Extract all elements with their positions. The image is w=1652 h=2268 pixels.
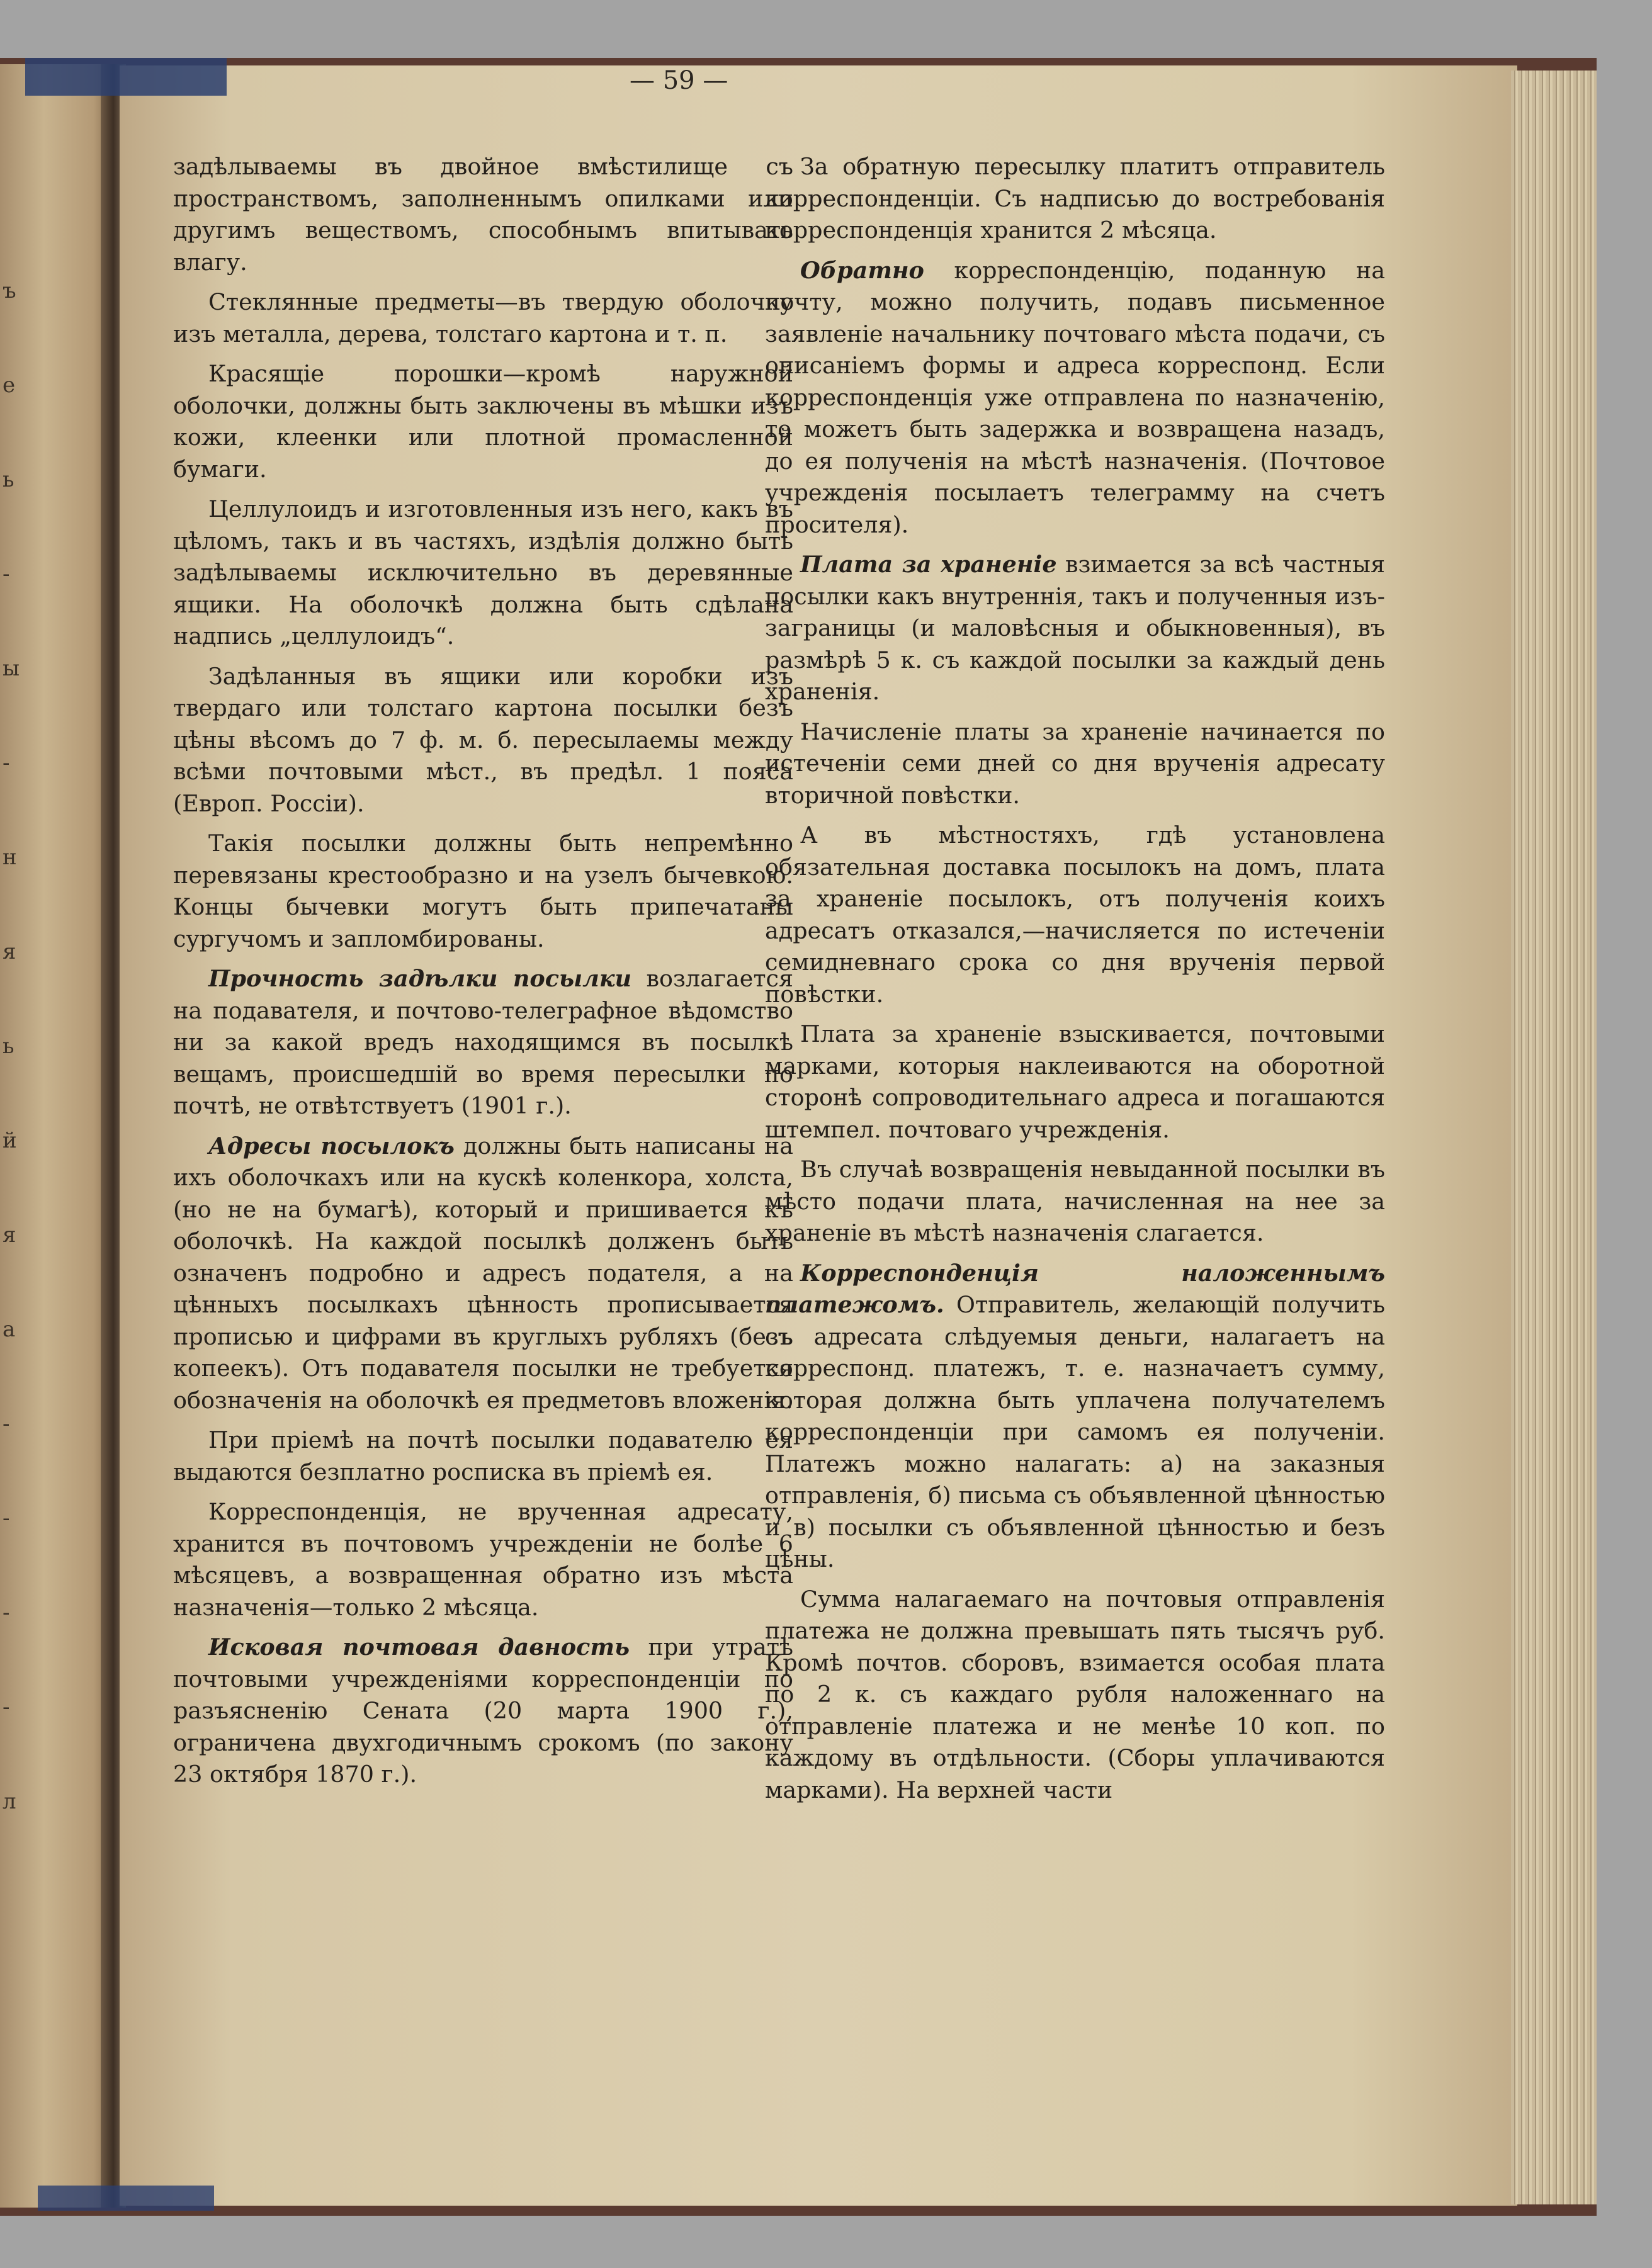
- left-page-edge: [0, 64, 110, 2208]
- paragraph: [765, 549, 1385, 708]
- paragraph: [173, 1131, 793, 1417]
- paragraph-text: возлагается на подавателя, и почтово-телеграфное вѣдомство ни за какой вредъ находящимся въ посылкѣ вещамъ, происшедшій во время пересылки по почтѣ, не отвѣтствуетъ (1901 г.).: [173, 965, 793, 1119]
- paragraph: [765, 820, 1385, 1010]
- left-page-fragment: я: [3, 1222, 16, 1248]
- paragraph: [173, 1632, 793, 1791]
- left-page-fragment: -: [3, 561, 10, 587]
- paragraph-text: Начисленіе платы за храненіе начинается по истеченіи семи дней со дня врученія адресату вторичной повѣстки.: [765, 718, 1385, 809]
- paragraph: [173, 151, 793, 278]
- binding-ribbon-bottom: [38, 2186, 214, 2211]
- paragraph-text: Отправитель, желающій получить съ адресата слѣдуемыя деньги, налагаетъ на корреспонд. платежъ, т. е. назначаетъ сумму, которая должна быть уплачена получателемъ корреспонденціи при самомъ ея полученіи. Платежъ можно налагать: а) на заказныя отправленія, б) письма съ объявленной цѣнностью и в) посылки съ объявленной цѣнностью и безъ цѣны.: [765, 1291, 1385, 1572]
- paragraph-text: взимается за всѣ частныя посылки какъ внутреннія, такъ и полученныя изъ-заграницы (и маловѣсныя и обыкновенныя), въ размѣрѣ 5 к. съ каждой посылки за каждый день храненія.: [765, 551, 1385, 705]
- paragraph-heading: Исковая почтовая давность: [208, 1633, 630, 1661]
- paragraph-text: Плата за храненіе взыскивается, почтовыми марками, которыя наклеиваются на оборотной сторонѣ сопроводительнаго адреса и погашаются штемпел. почтоваго учрежденія.: [765, 1020, 1385, 1143]
- paragraph-heading: Плата за храненіе: [800, 551, 1057, 578]
- paragraph-text: должны быть написаны на ихъ оболочкахъ или на кускѣ коленкора, холста, (но не на бумагѣ), который и пришивается къ оболочкѣ. На каждой посылкѣ долженъ быть означенъ подробно и адресъ подателя, а на цѣнныхъ посылкахъ цѣнность прописывается прописью и цифрами въ круглыхъ рубляхъ (безъ копеекъ). Отъ подавателя посылки не требуется обозначенія на оболочкѣ ея предметовъ вложенія.: [173, 1132, 793, 1414]
- left-page-fragment: а: [3, 1317, 16, 1342]
- paragraph: [173, 828, 793, 955]
- paragraph-text: задѣлываемы въ двойное вмѣстилище съ пространствомъ, заполненнымъ опилками или другимъ веществомъ, способнымъ впитывать влагу.: [173, 153, 793, 276]
- paragraph-text: Корреспонденція, не врученная адресату, хранится въ почтовомъ учрежденіи не болѣе 6 мѣсяцевъ, а возвращенная обратно изъ мѣста назначенія—только 2 мѣсяца.: [173, 1498, 793, 1621]
- paragraph-text: Целлулоидъ и изготовленныя изъ него, какъ въ цѣломъ, такъ и въ частяхъ, издѣлія должно быть задѣлываемы исключительно въ деревянные ящики. На оболочкѣ должна быть сдѣлана надпись „целлулоидъ“.: [173, 495, 793, 650]
- paragraph-text: Стеклянные предметы—въ твердую оболочку изъ металла, дерева, толстаго картона и т. п.: [173, 288, 793, 347]
- paragraph: [173, 494, 793, 653]
- paragraph-heading: Адресы посылокъ: [208, 1132, 455, 1159]
- left-page-fragment: й: [3, 1128, 17, 1153]
- left-page-fragment: я: [3, 939, 16, 964]
- left-page-fragment: ь: [3, 1034, 14, 1059]
- left-page-fragment: -: [3, 1695, 10, 1720]
- page-edges: [1511, 71, 1597, 2204]
- left-page-fragment: -: [3, 1506, 10, 1531]
- paragraph: [765, 1258, 1385, 1576]
- paragraph: [173, 1425, 793, 1488]
- paragraph-text: За обратную пересылку платитъ отправитель корреспонденціи. Съ надписью до востребованія корреспонденція хранится 2 мѣсяца.: [765, 153, 1385, 244]
- paragraph: [173, 358, 793, 485]
- page-number: — 59 —: [630, 66, 728, 95]
- paragraph-text: Въ случаѣ возвращенія невыданной посылки въ мѣсто подачи плата, начисленная на нее за храненіе въ мѣстѣ назначенія слагается.: [765, 1156, 1385, 1246]
- left-page-fragment: е: [3, 373, 16, 398]
- paragraph: [765, 1018, 1385, 1146]
- left-page-fragment: -: [3, 1600, 10, 1625]
- paragraph-text: Задѣланныя въ ящики или коробки изъ твердаго или толстаго картона посылки безъ цѣны вѣсомъ до 7 ф. м. б. пересылаемы между всѣми почтовыми мѣст., въ предѣл. 1 пояса (Европ. Россіи).: [173, 662, 793, 817]
- paragraph: [173, 963, 793, 1122]
- paragraph-heading: Прочность задѣлки посылки: [208, 965, 632, 992]
- left-text-column: [173, 151, 793, 1799]
- left-page-fragment: л: [3, 1789, 16, 1814]
- binding-ribbon-top: [25, 58, 227, 96]
- paragraph-heading: Обратно: [800, 256, 924, 284]
- paragraph-text: Такія посылки должны быть непремѣнно перевязаны крестообразно и на узелъ бычевкою. Концы бычевки могутъ быть припечатаны сургучомъ и запломбированы.: [173, 830, 793, 952]
- paragraph: [173, 1496, 793, 1623]
- left-page-fragment: ъ: [3, 278, 16, 303]
- left-page-fragment: ы: [3, 656, 20, 681]
- paragraph-text: при утратѣ почтовыми учрежденіями корреспонденціи по разъясненію Сената (20 марта 1900 г.), ограничена двухгодичнымъ срокомъ (по закону 23 октября 1870 г.).: [173, 1633, 793, 1788]
- paragraph: [173, 286, 793, 350]
- paragraph: [765, 716, 1385, 812]
- paragraph: [765, 1584, 1385, 1807]
- right-text-column: [765, 151, 1385, 1814]
- paragraph-text: При пріемѣ на почтѣ посылки подавателю ея выдаются безплатно росписка въ пріемѣ ея.: [173, 1426, 793, 1486]
- paragraph-text: Сумма налагаемаго на почтовыя отправленія платежа не должна превышать пять тысячъ руб. Кромѣ почтов. сборовъ, взимается особая плата по 2 к. съ каждаго рубля наложеннаго на отправленіе платежа и не менѣе 10 коп. по каждому въ отдѣльности. (Сборы уплачиваются марками). На верхней части: [765, 1585, 1385, 1803]
- paragraph-text: корреспонденцію, поданную на почту, можно получить, подавъ письменное заявленіе начальнику почтоваго мѣста подачи, съ описаніемъ формы и адреса корреспонд. Если корреспонденція уже отправлена по назначенію, то можетъ быть задержка и возвращена назадъ, до ея полученія на мѣстѣ назначенія. (Почтовое учрежденія посылаетъ телеграмму на счетъ просителя).: [765, 256, 1385, 538]
- left-page-fragment: -: [3, 750, 10, 776]
- paragraph: [765, 151, 1385, 247]
- paragraph: [765, 1154, 1385, 1250]
- left-page-fragment: -: [3, 1411, 10, 1436]
- paragraph-text: А въ мѣстностяхъ, гдѣ установлена обязательная доставка посылокъ на домъ, плата за храненіе посылокъ, отъ полученія коихъ адресатъ отказался,—начисляется по истеченіи семидневнаго срока со дня врученія первой повѣстки.: [765, 821, 1385, 1008]
- paragraph: [173, 661, 793, 820]
- left-page-fragment: н: [3, 845, 17, 870]
- paragraph: [765, 255, 1385, 541]
- paragraph-heading: Корреспонденція наложеннымъ платежомъ.: [765, 1259, 1385, 1318]
- left-page-fragment: ь: [3, 467, 14, 492]
- paragraph-text: Красящіе порошки—кромѣ наружной оболочки, должны быть заключены въ мѣшки изъ кожи, клеенки или плотной промасленной бумаги.: [173, 360, 793, 483]
